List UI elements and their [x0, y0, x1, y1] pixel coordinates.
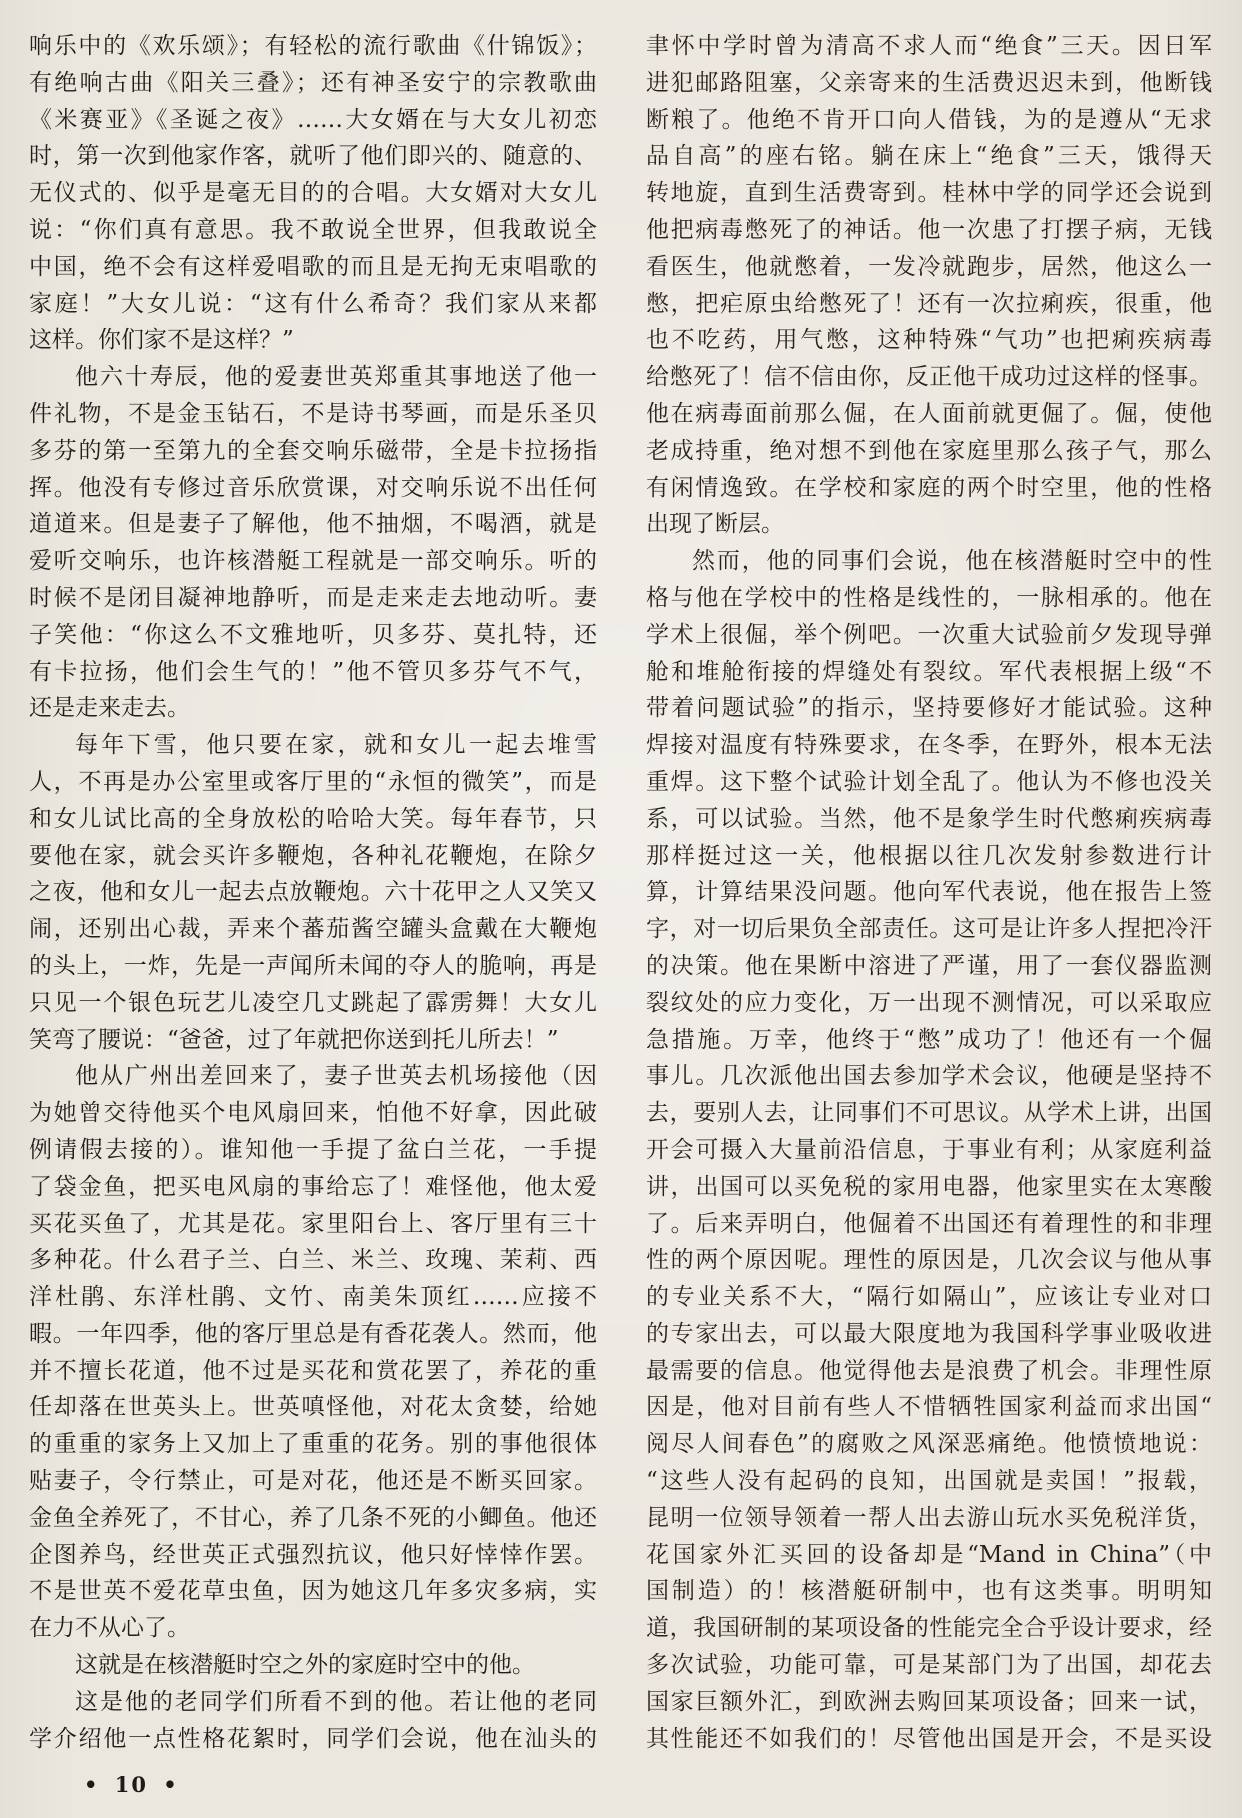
text-line: 多种花。什么君子兰、白兰、米兰、玫瑰、茉莉、西 — [29, 1247, 597, 1274]
text-line: 讲，出国可以买免税的家用电器，他家里实在太寒酸 — [646, 1173, 1212, 1200]
text-line: 然而，他的同事们会说，他在核潜艇时空中的性 — [692, 548, 1212, 575]
text-line: 聿怀中学时曾为清高不求人而“绝食”三天。因日军 — [646, 33, 1212, 59]
text-line: 昆明一位领导领着一帮人出去游山玩水买免税洋货， — [646, 1504, 1212, 1531]
paragraph — [29, 727, 597, 1058]
text-line: 说：“你们真有意思。我不敢说全世界，但我敢说全 — [29, 216, 597, 243]
text-line: 因是，他对目前有些人不惜牺牲国家利益而求出国“ — [646, 1394, 1212, 1421]
text-line: 给憋死了！信不信由你，反正他干成功过这样的怪事。 — [646, 364, 1212, 391]
text-line: 的重重的家务上又加上了重重的花务。别的事他很体 — [29, 1431, 597, 1458]
text-line: 响乐中的《欢乐颂》；有轻松的流行歌曲《什锦饭》； — [29, 33, 597, 59]
text-line: 子笑他：“你这么不文雅地听，贝多芬、莫扎特，还 — [29, 621, 597, 648]
text-line: 字，对一切后果负全部责任。这可是让许多人捏把冷汗 — [646, 916, 1212, 943]
text-line: 转地旋，直到生活费寄到。桂林中学的同学还会说到 — [646, 180, 1212, 207]
text-line: 老成持重，绝对想不到他在家庭里那么孩子气，那么 — [646, 437, 1212, 464]
text-line: 这样。你们家不是这样？” — [29, 327, 294, 354]
text-line: 买花买鱼了，尤其是花。家里阳台上、客厅里有三十 — [29, 1210, 597, 1237]
text-line: 家庭！”大女儿说：“这有什么希奇？我们家从来都 — [29, 290, 597, 317]
text-line: 出现了断层。 — [646, 511, 784, 538]
text-line: 时，第一次到他家作客，就听了他们即兴的、随意的、 — [29, 143, 597, 170]
text-line: 也不吃药，用气憋，这种特殊“气功”也把痢疾病毒 — [646, 327, 1212, 354]
text-line: 他六十寿辰，他的爱妻世英郑重其事地送了他一 — [75, 364, 597, 391]
text-column-right — [646, 28, 1212, 1768]
text-line: 金鱼全养死了，不甘心，养了几条不死的小鲫鱼。他还 — [29, 1504, 597, 1531]
text-line: 急措施。万幸，他终于“憋”成功了！他还有一个倔 — [646, 1026, 1212, 1053]
text-line: 学术上很倔，举个例吧。一次重大试验前夕发现导弹 — [646, 621, 1212, 648]
text-line: 中国，绝不会有这样爱唱歌的而且是无拘无束唱歌的 — [29, 253, 597, 280]
text-line: 任却落在世英头上。世英嗔怪他，对花太贪婪，给她 — [29, 1394, 597, 1421]
text-line: 《米赛亚》《圣诞之夜》……大女婿在与大女儿初恋 — [29, 106, 597, 133]
text-line: 了袋金鱼，把买电风扇的事给忘了！难怪他，他太爱 — [29, 1173, 597, 1200]
text-line: 多芬的第一至第九的全套交响乐磁带，全是卡拉扬指 — [29, 437, 597, 464]
text-line: 笑弯了腰说：“爸爸，过了年就把你送到托儿所去！” — [29, 1026, 559, 1053]
text-line: 重焊。这下整个试验计划全乱了。他认为不修也没关 — [646, 768, 1212, 795]
text-line: 还是走来走去。 — [29, 695, 190, 722]
text-line: 每年下雪，他只要在家，就和女儿一起去堆雪 — [75, 732, 597, 759]
text-column-left — [29, 28, 597, 1768]
text-line: 不是世英不爱花草虫鱼，因为她这几年多灾多病，实 — [29, 1578, 597, 1605]
text-line: 闹，还别出心裁，弄来个蕃茄酱空罐头盒戴在大鞭炮 — [29, 916, 597, 943]
text-line: 他从广州出差回来了，妻子世英去机场接他（因 — [75, 1063, 597, 1090]
paragraph — [29, 359, 597, 727]
paragraph — [29, 1684, 597, 1758]
text-line: 他在病毒面前那么倔，在人面前就更倔了。倔，使他 — [646, 400, 1212, 427]
text-line: 这是他的老同学们所看不到的他。若让他的老同 — [75, 1688, 597, 1715]
page-number: • 10 • — [84, 1772, 179, 1797]
text-line: 国制造）的！核潜艇研制中，也有这类事。明明知 — [646, 1578, 1212, 1605]
text-line: 多次试验，功能可靠，可是某部门为了出国，却花去 — [646, 1652, 1212, 1679]
text-line: 暇。一年四季，他的客厅里总是有香花袭人。然而，他 — [29, 1320, 597, 1347]
text-line: 阅尽人间春色”的腐败之风深恶痛绝。他愤愤地说： — [646, 1431, 1212, 1458]
text-line: 洋杜鹃、东洋杜鹃、文竹、南美朱顶红……应接不 — [29, 1284, 597, 1311]
text-line: 去，要别人去，让同事们不可思议。从学术上讲，出国 — [646, 1100, 1212, 1127]
text-line: 事儿。几次派他出国去参加学术会议，他硬是坚持不 — [646, 1063, 1212, 1090]
text-line: 性的两个原因呢。理性的原因是，几次会议与他从事 — [646, 1247, 1212, 1274]
text-line: 和女儿试比高的全身放松的哈哈大笑。每年春节，只 — [29, 805, 597, 832]
text-line: 国家巨额外汇，到欧洲去购回某项设备；回来一试， — [646, 1688, 1212, 1715]
text-line: 的决策。他在果断中溶进了严谨，用了一套仪器监测 — [646, 952, 1212, 979]
text-line: 道，我国研制的某项设备的性能完全合乎设计要求，经 — [646, 1615, 1212, 1642]
text-line: 学介绍他一点性格花絮时，同学们会说，他在汕头的 — [29, 1725, 597, 1752]
paragraph — [29, 1647, 597, 1684]
text-line: 裂纹处的应力变化，万一出现不测情况，可以采取应 — [646, 989, 1212, 1016]
text-line: 品自高”的座右铭。躺在床上“绝食”三天，饿得天 — [646, 143, 1212, 170]
text-line: 为她曾交待他买个电风扇回来，怕他不好拿，因此破 — [29, 1100, 597, 1127]
text-line: 道道来。但是妻子了解他，他不抽烟，不喝酒，就是 — [29, 511, 597, 538]
text-line: 看医生，他就憋着，一发冷就跑步，居然，他这么一 — [646, 253, 1212, 280]
text-line: 进犯邮路阻塞，父亲寄来的生活费迟迟未到，他断钱 — [646, 69, 1212, 96]
text-line: 的头上，一炸，先是一声闻所未闻的夺人的脆响，再是 — [29, 952, 597, 979]
text-line: 人，不再是办公室里或客厅里的“永恒的微笑”，而是 — [29, 768, 597, 795]
text-line: 贴妻子，令行禁止，可是对花，他还是不断买回家。 — [29, 1468, 597, 1495]
text-line: 这就是在核潜艇时空之外的家庭时空中的他。 — [75, 1652, 535, 1679]
text-line: 带着问题试验”的指示，坚持要修好才能试验。这种 — [646, 695, 1212, 722]
text-line: 系，可以试验。当然，他不是象学生时代憋痢疾病毒 — [646, 805, 1212, 832]
text-line: 格与他在学校中的性格是线性的，一脉相承的。他在 — [646, 584, 1212, 611]
text-line: 挥。他没有专修过音乐欣赏课，对交响乐说不出任何 — [29, 474, 597, 501]
text-line: 有绝响古曲《阳关三叠》；还有神圣安宁的宗教歌曲 — [29, 69, 597, 96]
text-line: 有闲情逸致。在学校和家庭的两个时空里，他的性格 — [646, 474, 1212, 501]
paragraph — [29, 1058, 597, 1647]
text-line: 他把病毒憋死了的神话。他一次患了打摆子病，无钱 — [646, 216, 1212, 243]
text-line: 的专业关系不大，“隔行如隔山”，应该让专业对口 — [646, 1284, 1212, 1311]
paragraph — [29, 28, 597, 359]
text-line: 舱和堆舱衔接的焊缝处有裂纹。军代表根据上级“不 — [646, 658, 1212, 685]
text-line: 并不擅长花道，他不过是买花和赏花罢了，养花的重 — [29, 1357, 597, 1384]
text-line: 要他在家，就会买许多鞭炮，各种礼花鞭炮，在除夕 — [29, 842, 597, 869]
paragraph — [646, 543, 1212, 1757]
text-line: 最需要的信息。他觉得他去是浪费了机会。非理性原 — [646, 1357, 1212, 1384]
text-line: 算，计算结果没问题。他向军代表说，他在报告上签 — [646, 879, 1212, 906]
text-line: 憋，把疟原虫给憋死了！还有一次拉痢疾，很重，他 — [646, 290, 1212, 317]
text-line: 开会可摄入大量前沿信息，于事业有利；从家庭利益 — [646, 1136, 1212, 1163]
text-line: 时候不是闭目凝神地静听，而是走来走去地动听。妻 — [29, 584, 597, 611]
paragraph — [646, 28, 1212, 543]
text-line: 的专家出去，可以最大限度地为我国科学事业吸收进 — [646, 1320, 1212, 1347]
text-line: 了。后来弄明白，他倔着不出国还有着理性的和非理 — [646, 1210, 1212, 1237]
text-line: 在力不从心了。 — [29, 1615, 190, 1642]
text-line: 爱听交响乐，也许核潜艇工程就是一部交响乐。听的 — [29, 548, 597, 575]
text-line: 无仪式的、似乎是毫无目的的合唱。大女婿对大女儿 — [29, 180, 597, 207]
text-line: 花国家外汇买回的设备却是“Mand in China”（中 — [646, 1541, 1212, 1568]
text-line: 例请假去接的）。谁知他一手提了盆白兰花，一手提 — [29, 1136, 597, 1163]
text-line: 其性能还不如我们的！尽管他出国是开会，不是买设 — [646, 1725, 1212, 1752]
text-line: 有卡拉扬，他们会生气的！”他不管贝多芬气不气， — [29, 658, 597, 685]
text-line: “这些人没有起码的良知，出国就是卖国！”报载， — [646, 1468, 1212, 1495]
text-line: 焊接对温度有特殊要求，在冬季，在野外，根本无法 — [646, 732, 1212, 759]
text-line: 件礼物，不是金玉钻石，不是诗书琴画，而是乐圣贝 — [29, 400, 597, 427]
text-line: 断粮了。他绝不肯开口向人借钱，为的是遵从“无求 — [646, 106, 1212, 133]
text-line: 企图养鸟，经世英正式强烈抗议，他只好悻悻作罢。 — [29, 1541, 597, 1568]
text-line: 之夜，他和女儿一起去点放鞭炮。六十花甲之人又笑又 — [29, 879, 597, 906]
text-line: 那样挺过这一关，他根据以往几次发射参数进行计 — [646, 842, 1212, 869]
text-line: 只见一个银色玩艺儿凌空几丈跳起了霹雳舞！大女儿 — [29, 989, 597, 1016]
